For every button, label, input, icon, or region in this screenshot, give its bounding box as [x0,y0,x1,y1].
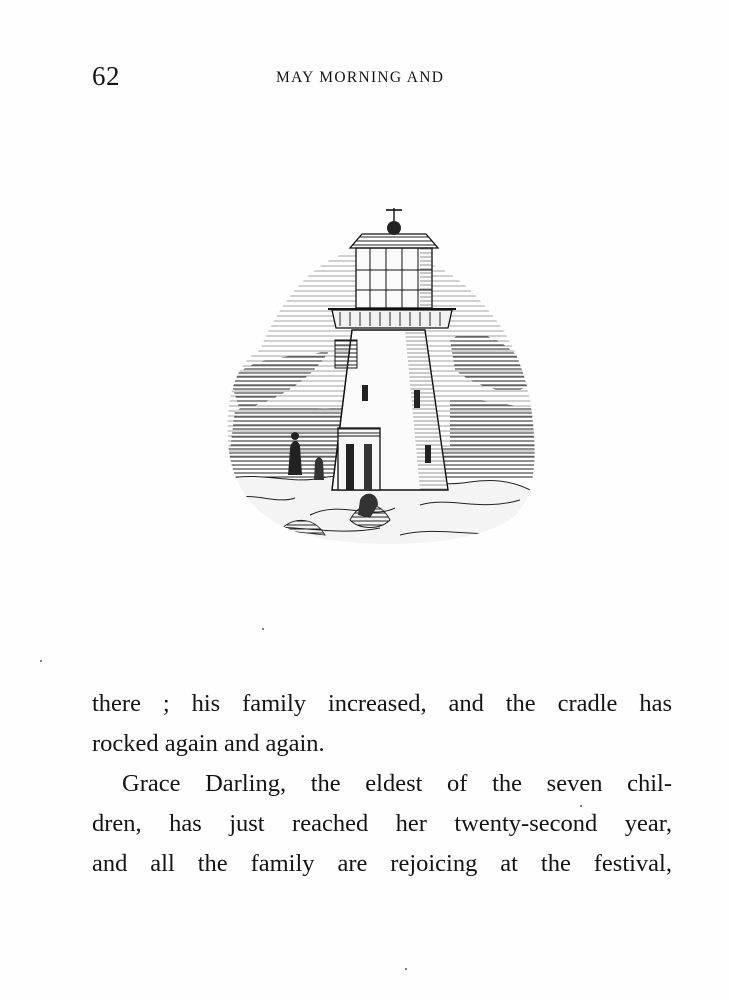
body-text [92,684,672,884]
lighthouse-engraving-icon [220,200,540,550]
text-line: dren, has just reached her twenty-second year, [92,810,672,837]
text-line: rocked again and again. [92,730,325,757]
text-line: there ; his family increased, and the cradle has [92,690,672,717]
running-head: MAY MORNING AND [276,69,445,86]
print-speck [40,660,42,662]
print-speck [262,628,264,630]
print-speck [580,805,582,807]
page-number: 62 [92,61,120,91]
text-line: Grace Darling, the eldest of the seven chil- [122,770,672,797]
text-line: and all the family are rejoicing at the festival, [92,850,672,877]
print-speck [405,968,407,970]
